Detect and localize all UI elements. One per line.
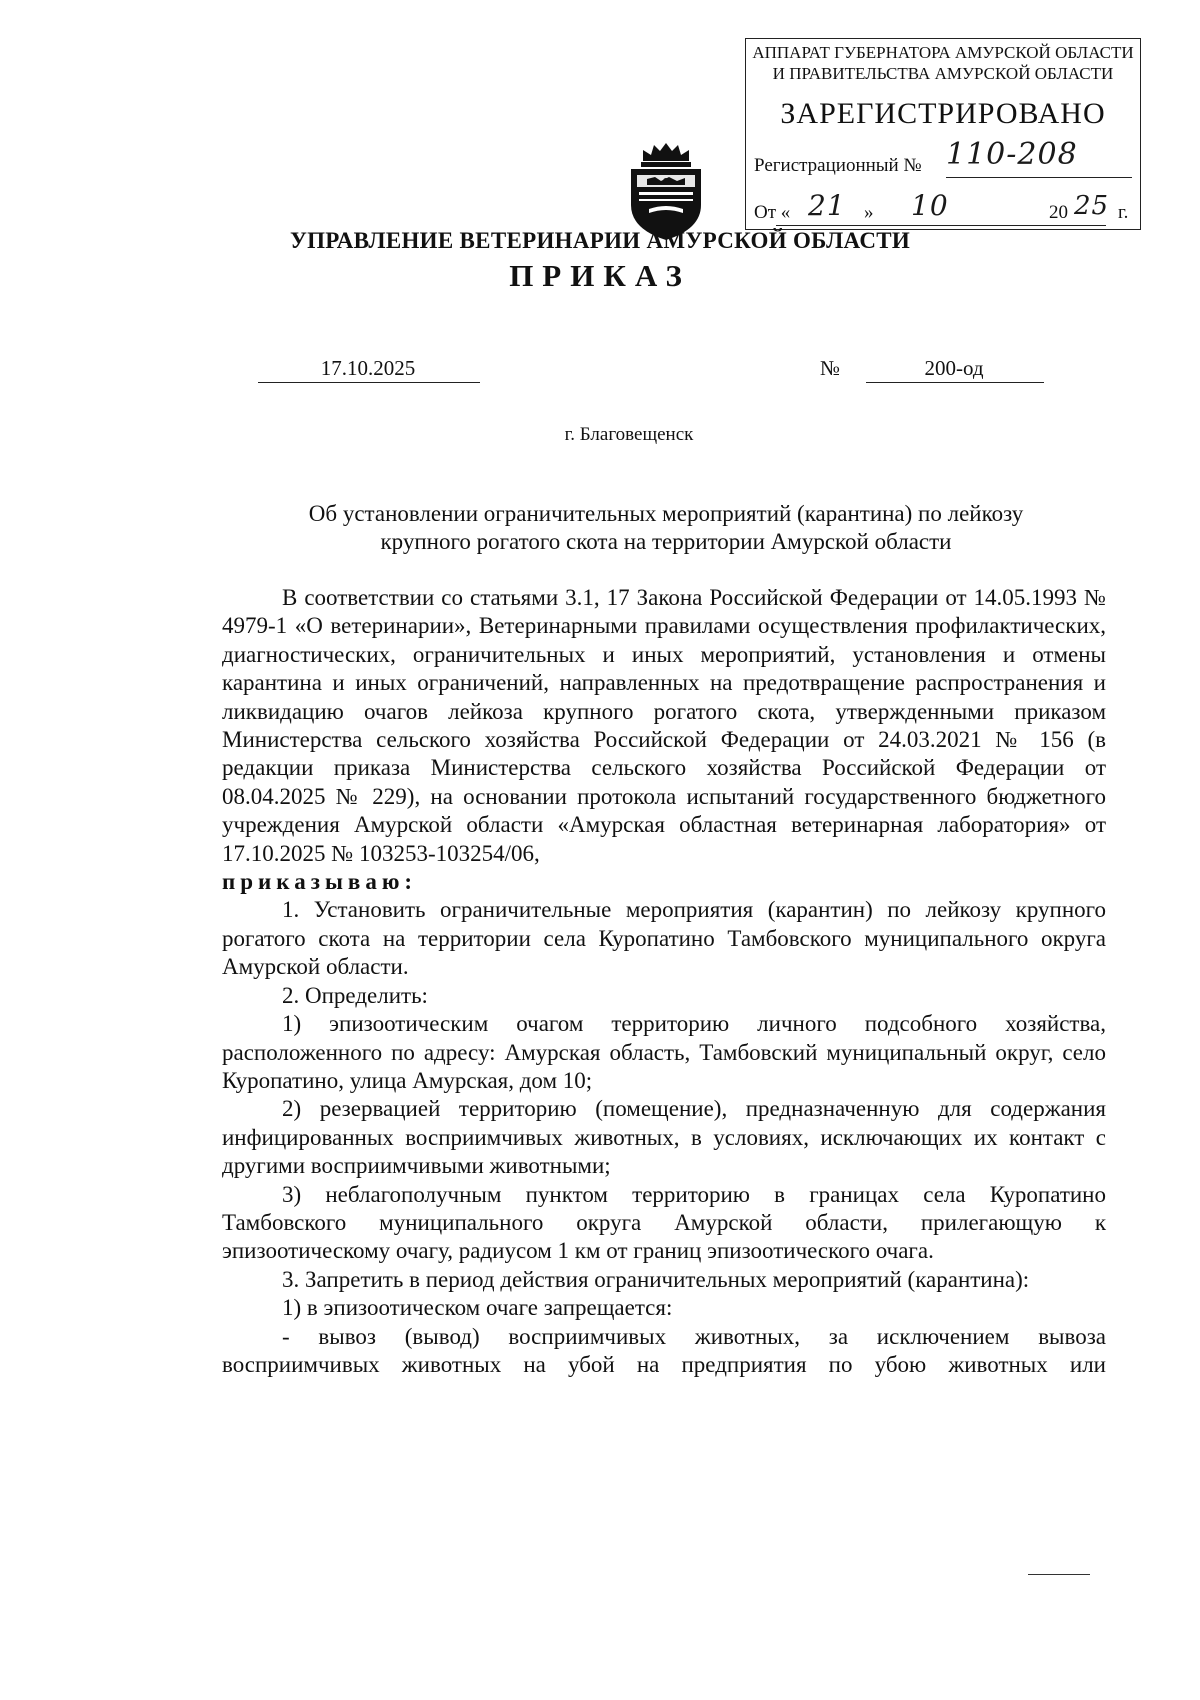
stamp-org-line1: АППАРАТ ГУБЕРНАТОРА АМУРСКОЙ ОБЛАСТИ: [752, 43, 1134, 62]
stamp-date-day: 21: [808, 189, 846, 222]
item-2-2-paragraph: 2) резервацией территорию (помещение), предназначенную для содержания инфицированных восприимчивых животных, в условиях, исключающих их контакт с другими восприимчивыми животными;: [222, 1096, 1106, 1179]
order-number-underline: [866, 382, 1044, 383]
item-3-paragraph: 3. Запретить в период действия ограничительных мероприятий (карантина):: [282, 1266, 1030, 1292]
order-date-underline: [258, 382, 480, 383]
registration-stamp: [745, 38, 1141, 230]
organization-name: УПРАВЛЕНИЕ ВЕТЕРИНАРИИ АМУРСКОЙ ОБЛАСТИ: [289, 228, 911, 253]
document-body: [222, 584, 1106, 1379]
item-2-1-paragraph: 1) эпизоотическим очагом территорию личного подсобного хозяйства, расположенного по адресу: Амурская область, Тамбовский муниципальный округ, село Куропатино, улица Амурская, дом 10;: [222, 1011, 1106, 1093]
document-title-line1: Об установлении ограничительных мероприятий (карантина) по лейкозу: [308, 501, 1024, 526]
order-number: 200-од: [924, 356, 984, 380]
order-word: приказываю:: [222, 869, 418, 895]
document-title: [226, 500, 1106, 556]
document-type-heading: ПРИКАЗ: [509, 258, 691, 293]
stamp-date-year-prefix: 20: [1049, 202, 1068, 223]
stamp-reg-label: Регистрационный №: [754, 155, 922, 176]
stamp-reg-number: 110-208: [946, 137, 1078, 172]
document-title-line2: крупного рогатого скота на территории Амурской области: [380, 529, 952, 554]
preamble-paragraph: В соответствии со статьями 3.1, 17 Закона Российской Федерации от 14.05.1993 № 4979-1 «О ветеринарии», Ветеринарными правилами осуществления профилактических, диагностических, ограничительных и иных мероприятий, установления и отмены карантина и иных ограничений, направленных на предотвращение распространения и ликвидацию очагов лейкоза крупного рогатого скота, утвержденными приказом Министерства сельского хозяйства Российской Федерации от 24.03.2021 № 156 (в редакции приказа Министерства сельского хозяйства Российской Федерации от 08.04.2025 № 229), на основании протокола испытаний государственного бюджетного учреждения Амурской области «Амурская областная ветеринарная лаборатория» от 17.10.2025 № 103253-103254/06,: [222, 585, 1106, 866]
stamp-date-year-suffix: 25: [1074, 191, 1110, 221]
page-footer-mark: [1028, 1574, 1090, 1575]
order-number-sign: №: [820, 356, 841, 380]
stamp-date-year-unit: г.: [1118, 202, 1129, 223]
coat-of-arms-emblem: [625, 143, 707, 241]
order-date: 17.10.2025: [320, 356, 416, 380]
item-3-1-paragraph: 1) в эпизоотическом очаге запрещается:: [282, 1295, 673, 1321]
item-2-3-paragraph: 3) неблагополучным пунктом территорию в границах села Куропатино Тамбовского муниципального округа Амурской области, прилегающую к эпизоотическому очагу, радиусом 1 км от границ эпизоотического очага.: [222, 1181, 1106, 1264]
item-3-1-a-paragraph: - вывоз (вывод) восприимчивых животных, за исключением вывоза восприимчивых животных на убой на предприятия по убою животных или: [222, 1323, 1106, 1377]
item-2-paragraph: 2. Определить:: [282, 982, 428, 1008]
item-1-paragraph: 1. Установить ограничительные мероприятия (карантин) по лейкозу крупного рогатого скота на территории села Куропатино Тамбовского муниципального округа Амурской области.: [222, 897, 1106, 980]
stamp-date-quote: »: [864, 202, 874, 223]
stamp-reg-underline: [946, 177, 1132, 178]
stamp-org-line2: И ПРАВИТЕЛЬСТВА АМУРСКОЙ ОБЛАСТИ: [772, 64, 1114, 83]
stamp-date-prefix: От «: [754, 202, 791, 223]
stamp-title: ЗАРЕГИСТРИРОВАНО: [780, 97, 1106, 130]
stamp-date-month: 10: [911, 189, 949, 222]
stamp-date-underline: [776, 225, 1106, 226]
order-city: г. Благовещенск: [564, 424, 694, 445]
